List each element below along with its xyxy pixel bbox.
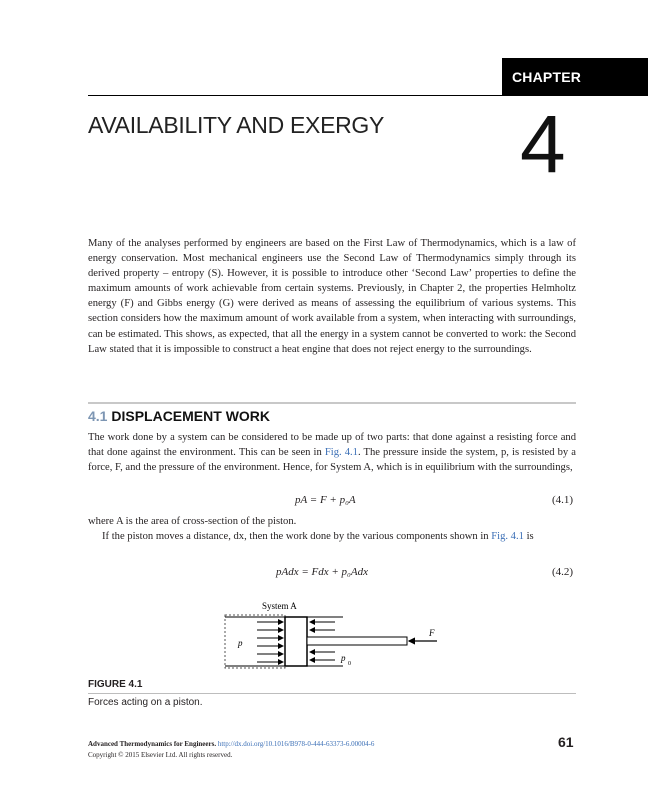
section-rule [88,402,576,404]
page-number: 61 [558,734,574,750]
pressure-label: p [238,638,243,648]
ambient-pressure-label: p [341,653,346,663]
footer-doi-link[interactable]: http://dx.doi.org/10.1016/B978-0-444-63373-6.00004-6 [217,740,375,748]
chapter-label: CHAPTER [502,58,648,96]
section-number: 4.1 [88,408,108,424]
piston [285,617,307,666]
section-heading [88,408,270,424]
force-label: F [429,628,435,638]
chapter-title: AVAILABILITY AND EXERGY [88,112,385,138]
ambient-pressure-subscript: 0 [348,661,351,667]
section-title: DISPLACEMENT WORK [111,408,271,424]
chapter-rule [88,95,503,96]
equation-4-2: pAdx = Fdx + p₀Adx [276,566,368,578]
section-paragraph-1: The work done by a system can be considered to be made up of two parts: that done against a resisting force and that done against the environment. This can be seen in Fig. 4.1. The pressure inside the system, p, is resisted by a force, F, and the pressure of the environment. Hence, for System A, which is in equilibrium with the surroundings, [88,432,577,474]
figure-caption: Forces acting on a piston. [88,697,203,708]
equation-4-2-number: (4.2) [552,566,574,578]
figure-label: FIGURE 4.1 [88,679,143,690]
section-paragraph-3: If the piston moves a distance, dx, then the work done by the various components shown in Fig. 4.1 is [102,531,534,542]
footer-book: Advanced Thermodynamics for Engineers. [88,740,217,748]
system-label: System A [262,601,297,611]
internal-pressure-arrows [257,622,283,662]
fig-link[interactable]: Fig. 4.1 [324,447,358,459]
piston-diagram [215,598,445,678]
fig-link[interactable]: Fig. 4.1 [491,531,524,542]
equation-4-1: pA = F + p₀A [295,494,356,506]
footer [88,739,374,761]
section-paragraph-2: where A is the area of cross-section of the piston. [88,516,297,527]
footer-copyright: Copyright © 2015 Elsevier Ltd. All rights reserved. [88,751,233,759]
intro-paragraph: Many of the analyses performed by engineers are based on the First Law of Thermodynamics, which is a law of energy conservation. Most mechanical engineers use the Second Law of Thermodynamics simply through its derived property – entropy (S). However, it is possible to introduce other ‘Second Law’ properties to define the maximum amounts of work achievable from certain systems. Previously, in Chapter 2, the properties Helmholtz energy (F) and Gibbs energy (G) were derived as means of assessing the equilibrium of various systems. This section considers how the maximum amount of work available from a system, when interacting with surroundings, can be estimated. This shows, as expected, that all the energy in a system cannot be converted to work: the Second Law stated that it is impossible to construct a heat engine that does not reject energy to the surroundings. [88,238,576,355]
equation-4-1-number: (4.1) [552,494,574,506]
figure-rule [88,693,576,694]
chapter-number: 4 [520,99,566,190]
piston-rod [307,637,407,645]
system-boundary [225,615,285,668]
